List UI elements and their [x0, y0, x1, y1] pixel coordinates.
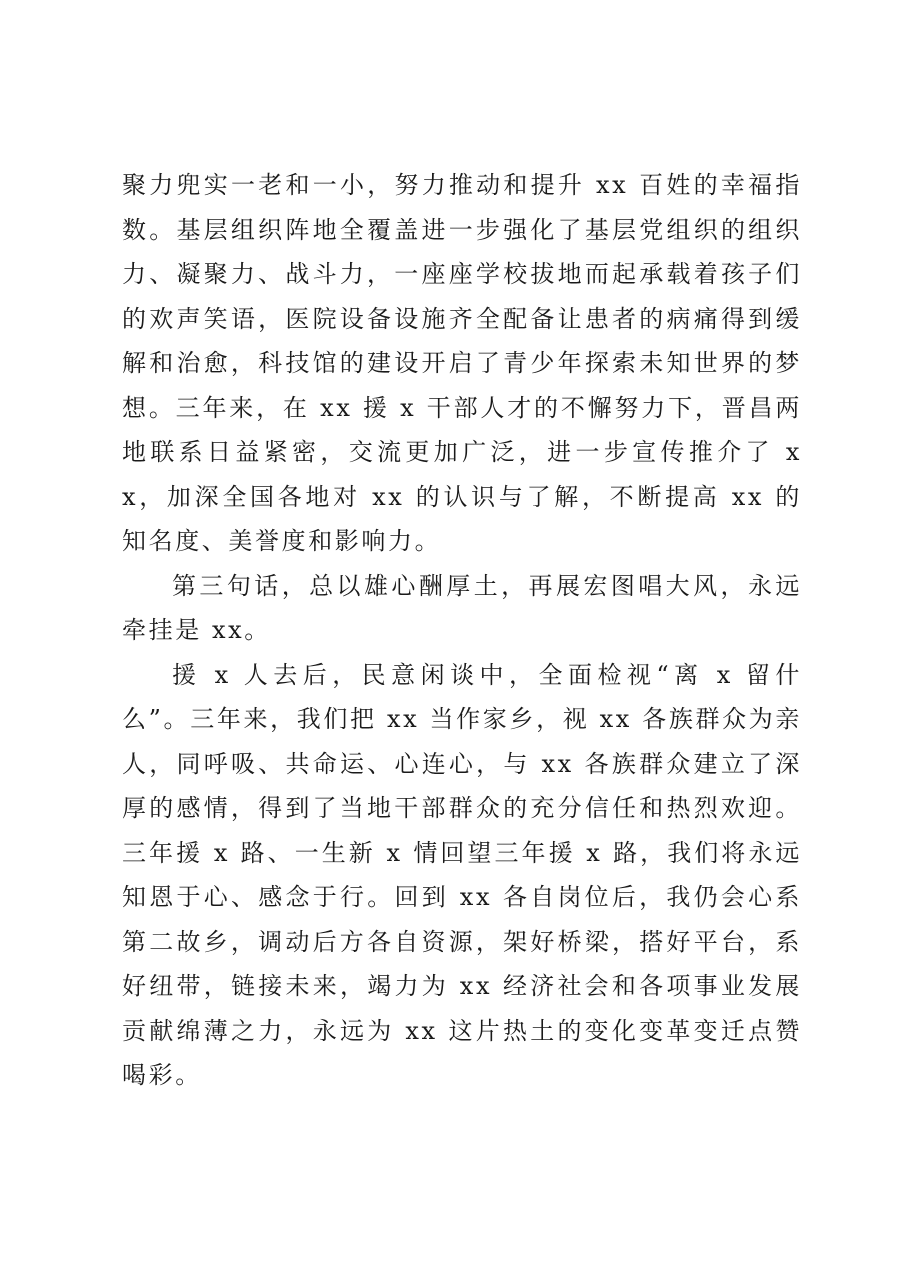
paragraph-closing: 援 x 人去后，民意闲谈中，全面检视“离 x 留什么”。三年来，我们把 xx 当作家乡，视 xx 各族群众为亲人，同呼吸、共命运、心连心，与 xx 各族群众建立了深厚的感情，得到了当地干部群众的充分信任和热烈欢迎。三年援 x 路、一生新 x 情回望三年援 x 路，我们将永远知恩于心、感念于行。回到 xx 各自岗位后，我仍会心系第二故乡，调动后方各自资源，架好桥梁，搭好平台，系好纽带，链接未来，竭力为 xx 经济社会和各项事业发展贡献绵薄之力，永远为 xx 这片热土的变化变革变迁点赞喝彩。: [122, 660, 802, 1089]
document-body: [122, 163, 802, 1098]
paragraph-continuation: 聚力兜实一老和一小，努力推动和提升 xx 百姓的幸福指数。基层组织阵地全覆盖进一步强化了基层党组织的组织力、凝聚力、战斗力，一座座学校拔地而起承载着孩子们的欢声笑语，医院设备设施齐全配备让患者的病痛得到缓解和治愈，科技馆的建设开启了青少年探索未知世界的梦想。三年来，在 xx 援 x 干部人才的不懈努力下，晋昌两地联系日益紧密，交流更加广泛，进一步宣传推介了 xx，加深全国各地对 xx 的认识与了解，不断提高 xx 的知名度、美誉度和影响力。: [122, 171, 802, 555]
paragraph-third-point-heading: 第三句话，总以雄心酬厚土，再展宏图唱大风，永远牵挂是 xx。: [122, 571, 802, 644]
